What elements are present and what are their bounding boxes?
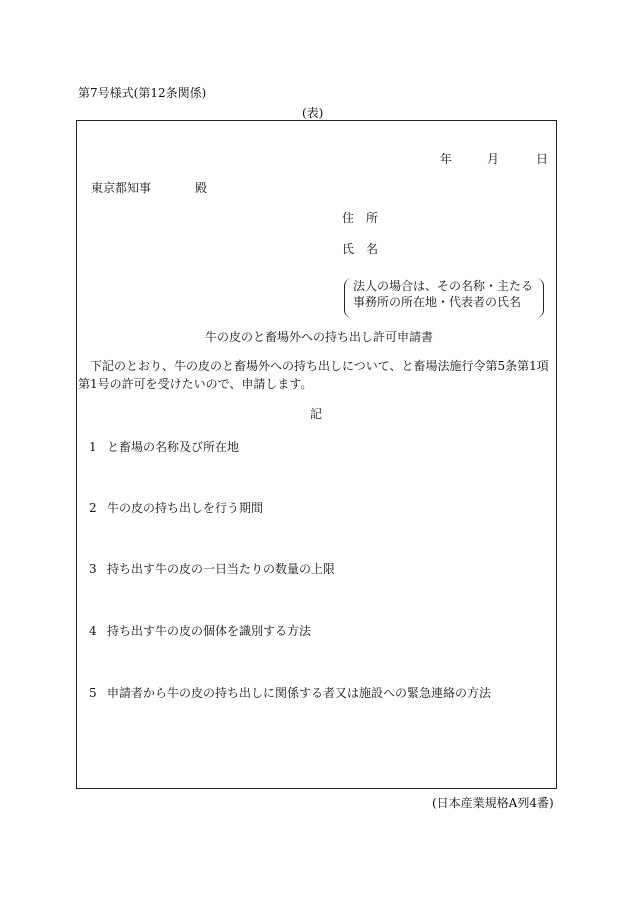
list-item [89, 622, 311, 639]
list-item [89, 560, 335, 577]
body-paragraph: 下記のとおり、牛の皮のと畜場外への持ち出しについて、と畜場法施行令第5条第1項第1号の許可を受けたいので、申請します。 [78, 359, 549, 391]
item-number: 3 [89, 562, 97, 576]
item-number: 5 [89, 686, 97, 700]
name-label: 氏名 [342, 242, 391, 256]
list-item [89, 499, 263, 516]
item-number: 1 [89, 440, 97, 454]
corporate-note-line2: 事務所の所在地・代表者の氏名 [353, 295, 522, 309]
year-label: 年 [440, 152, 453, 166]
corporate-note-line1: 法人の場合は、その名称・主たる [353, 279, 534, 293]
addressee: 東京都知事 [91, 181, 152, 195]
ki-heading: 記 [310, 407, 323, 421]
item-number: 4 [89, 624, 97, 638]
item-text: 申請者から牛の皮の持ち出しに関係する者又は施設への緊急連絡の方法 [107, 686, 492, 700]
list-item [89, 438, 239, 455]
corporate-note [344, 278, 544, 318]
address-label: 住所 [342, 211, 391, 225]
item-text: 持ち出す牛の皮の個体を識別する方法 [107, 624, 312, 638]
list-item [89, 684, 491, 701]
item-number: 2 [89, 501, 97, 515]
item-text: 牛の皮の持ち出しを行う期間 [107, 501, 264, 515]
side-label: (表) [302, 106, 324, 120]
month-label: 月 [487, 152, 500, 166]
paper-size-note: (日本産業規格A列4番) [432, 796, 554, 810]
day-label: 日 [536, 152, 549, 166]
item-text: と畜場の名称及び所在地 [107, 440, 240, 454]
document-title: 牛の皮のと畜場外への持ち出し許可申請書 [205, 330, 434, 344]
item-text: 持ち出す牛の皮の一日当たりの数量の上限 [107, 562, 336, 576]
form-number-label: 第7号様式(第12条関係) [78, 86, 207, 100]
honorific: 殿 [195, 181, 208, 195]
